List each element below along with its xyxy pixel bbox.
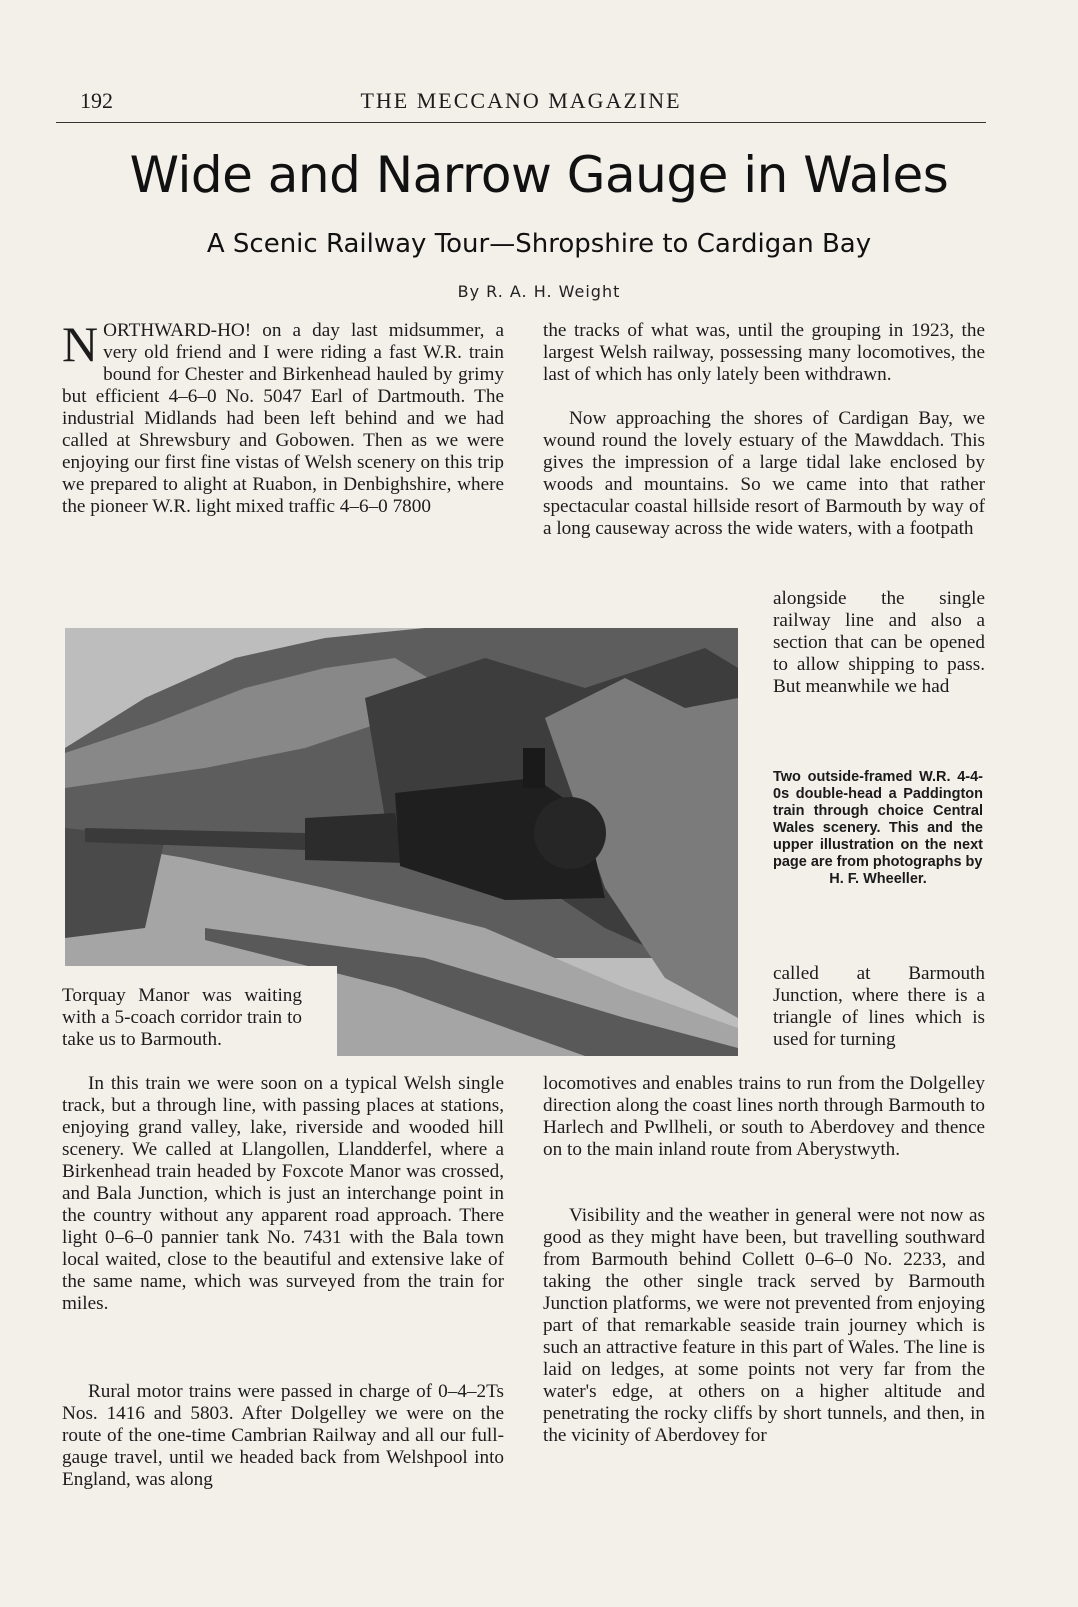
drop-cap: N (62, 316, 99, 372)
column1-paragraph-1-text: ORTHWARD-HO! on a day last midsummer, a very old friend and I were riding a fast W.R. train bound for Chester and Birkenhead hauled by grimy but efficient 4–6–0 No. 5047 Earl of Dartmouth. The industrial Midlands had been left behind and we had called at Shrewsbury and Gobowen. Then as we were enjoying our first fine vistas of Welsh scenery on this trip we prepared to alight at Ruabon, in Denbighshire, where the pioneer W.R. light mixed traffic 4–6–0 7800 (62, 320, 504, 517)
article-subtitle: A Scenic Railway Tour—Shropshire to Cardigan Bay (206, 229, 872, 259)
column2-paragraph-2: Now approaching the shores of Cardigan Bay, we wound round the lovely estuary of the Mawddach. This gives the impression of a large tidal lake enclosed by woods and mountains. So we came into that rather spectacular coastal hillside resort of Barmouth by way of a long causeway across the wide waters, with a footpath (543, 408, 985, 539)
column2-paragraph-3: alongside the single railway line and also a section that can be opened to allow shipping to pass. But meanwhile we had (773, 588, 985, 697)
photo-caption-text: Two outside-framed W.R. 4-4-0s double-head a Paddington train through choice Central Wales scenery. This and the upper illustration on the next page are from photographs by (773, 769, 983, 870)
article-title: Wide and Narrow Gauge in Wales (129, 146, 949, 204)
column1-paragraph-4: Rural motor trains were passed in charge of 0–4–2Ts Nos. 1416 and 5803. After Dolgelley we were on the route of the one-time Cambrian Railway and all our full-gauge travel, until we headed back from Welshpool into England, was along (62, 1381, 504, 1490)
photo-caption (773, 769, 983, 888)
column1-paragraph-1 (62, 316, 504, 518)
magazine-name: THE MECCANO MAGAZINE (360, 88, 682, 113)
photo-credit: H. F. Wheeller. (829, 871, 927, 887)
column2-paragraph-1: the tracks of what was, until the grouping in 1923, the largest Welsh railway, possessing many locomotives, the last of which has only lately been withdrawn. (543, 320, 985, 385)
page-number: 192 (80, 88, 113, 113)
column1-paragraph-3: In this train we were soon on a typical Welsh single track, but a through line, with passing places at stations, enjoying grand valley, lake, riverside and wooded hill scenery. We called at Llangollen, Llandderfel, where a Birkenhead train headed by Foxcote Manor was crossed, and Bala Junction, which is just an interchange point in the country without any apparent road approach. There light 0–6–0 pannier tank No. 7431 with the Bala town local waited, close to the beautiful and extensive lake of the same name, which was surveyed from the train for miles. (62, 1073, 504, 1314)
page-header (56, 86, 986, 123)
article-byline: By R. A. H. Weight (457, 282, 621, 301)
column1-paragraph-2: Torquay Manor was waiting with a 5-coach corridor train to take us to Barmouth. (62, 985, 302, 1050)
column2-paragraph-5: locomotives and enables trains to run from the Dolgelley direction along the coast lines north through Barmouth to Harlech and Pwllheli, or south to Aberdovey and thence on to the main inland route from Aberystwyth. (543, 1073, 985, 1160)
column2-paragraph-4: called at Barmouth Junction, where there is a triangle of lines which is used for turning (773, 963, 985, 1050)
column2-paragraph-6: Visibility and the weather in general were not now as good as they might have been, but travelling southward from Barmouth behind Collett 0–6–0 No. 2233, and taking the other single track served by Barmouth Junction platforms, we were not prevented from enjoying part of that remarkable seaside train journey which is such an attractive feature in this part of Wales. The line is laid on ledges, at some points not very far from the water's edge, at others on a higher altitude and penetrating the rocky cliffs by short tunnels, and then, in the vicinity of Aberdovey for (543, 1205, 985, 1446)
